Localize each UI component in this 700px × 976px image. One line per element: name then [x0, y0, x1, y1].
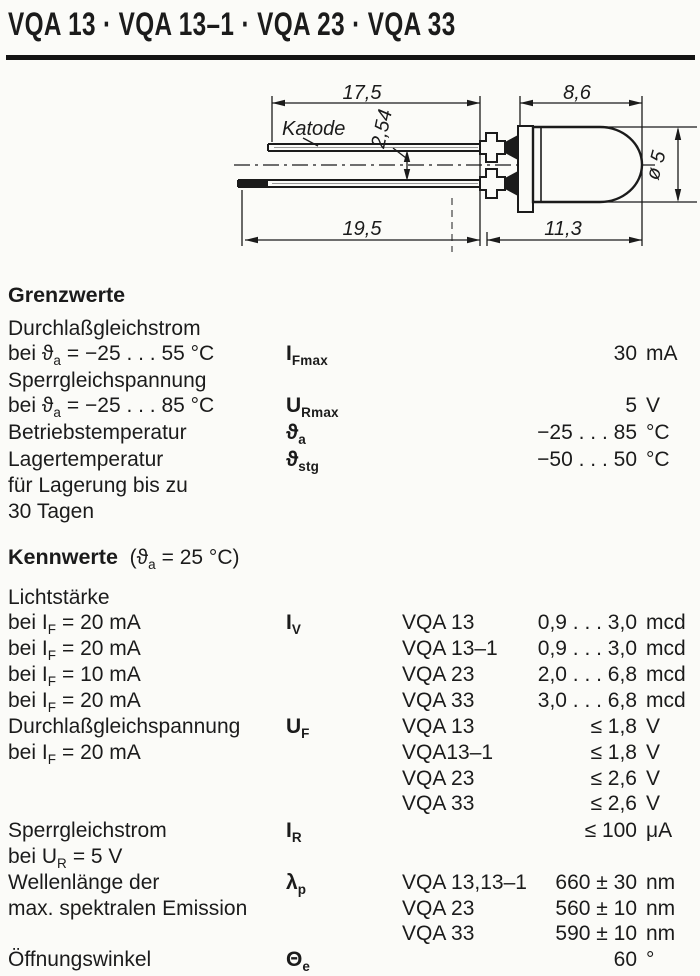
- table-row: [0, 500, 700, 526]
- param-value: 60: [613, 948, 637, 971]
- param-unit: nm: [646, 922, 676, 945]
- param-unit: V: [646, 792, 661, 815]
- device-type: VQA 33: [402, 922, 475, 945]
- table-row: [0, 317, 700, 343]
- device-type: VQA 33: [402, 689, 475, 712]
- param-value: −50 . . . 50: [537, 448, 637, 471]
- led-flange: [518, 126, 533, 212]
- param-unit: mcd: [646, 663, 686, 686]
- dim-body-len-label: 8,6: [563, 82, 591, 104]
- table-row: [0, 819, 700, 845]
- table-row: [0, 663, 700, 689]
- led-dimension-drawing: [0, 0, 700, 270]
- param-name: Lagertemperatur: [8, 448, 164, 471]
- param-name: Betriebstemperatur: [8, 421, 187, 444]
- grenzwerte-heading-row: [0, 283, 700, 309]
- param-value: ≤ 1,8: [590, 715, 637, 738]
- param-unit: V: [646, 394, 661, 417]
- param-symbol: $I_R$: [286, 819, 302, 845]
- page-title: VQA 13 · VQA 13–1 · VQA 23 · VQA 33: [8, 6, 456, 42]
- table-row: [0, 637, 700, 663]
- param-unit: mcd: [646, 689, 686, 712]
- device-type: VQA13–1: [402, 741, 494, 764]
- param-unit: V: [646, 767, 661, 790]
- dim-lead-pitch-label: 2,54: [367, 107, 397, 151]
- param-unit: °: [646, 948, 655, 971]
- kennwerte-heading: Kennwerte ($ϑ_a = 25$ °C): [8, 545, 240, 572]
- device-type: VQA 23: [402, 663, 475, 686]
- table-row: [0, 394, 700, 420]
- param-symbol: $I_V$: [286, 611, 302, 637]
- device-type: VQA 13: [402, 715, 475, 738]
- table-row: [0, 715, 700, 741]
- device-type: VQA 23: [402, 767, 475, 790]
- param-name: Durchlaßgleichspannung: [8, 715, 241, 738]
- table-row: [0, 792, 700, 818]
- dim-diameter-label: ø 5: [641, 148, 671, 183]
- table-row: [0, 342, 700, 368]
- dim-body-total-label: 11,3: [544, 218, 582, 240]
- device-type: VQA 23: [402, 897, 475, 920]
- param-unit: V: [646, 741, 661, 764]
- param-unit: V: [646, 715, 661, 738]
- param-name: Wellenlänge der: [8, 871, 160, 894]
- param-condition: bei $I_F = 20$ mA: [8, 637, 141, 663]
- param-value: ≤ 100: [584, 819, 637, 842]
- param-value: ≤ 2,6: [590, 767, 637, 790]
- param-value: 590 ± 10: [555, 922, 637, 945]
- table-row: [0, 741, 700, 767]
- param-value: −25 . . . 85: [537, 421, 637, 444]
- param-unit: mcd: [646, 637, 686, 660]
- param-unit: °C: [646, 448, 670, 471]
- param-unit: °C: [646, 421, 670, 444]
- param-symbol: $I_{Fmax}$: [286, 342, 328, 368]
- param-name-cont: 30 Tagen: [8, 500, 95, 523]
- param-name: Sperrgleichspannung: [8, 369, 207, 392]
- table-row: [0, 421, 700, 447]
- param-value: 560 ± 10: [555, 897, 637, 920]
- table-row: [0, 586, 700, 612]
- param-condition: bei $I_F = 20$ mA: [8, 689, 141, 715]
- param-value: 2,0 . . . 6,8: [537, 663, 637, 686]
- param-name: Lichtstärke: [8, 586, 110, 609]
- device-type: VQA 13: [402, 611, 475, 634]
- param-name-cont: max. spektralen Emission: [8, 897, 248, 920]
- table-row: [0, 448, 700, 474]
- param-value: ≤ 1,8: [590, 741, 637, 764]
- param-name: Durchlaßgleichstrom: [8, 317, 201, 340]
- led-body-dome: [533, 127, 642, 202]
- dim-lead-bottom-label: 19,5: [342, 218, 382, 240]
- param-symbol: $U_{Rmax}$: [286, 394, 339, 420]
- param-value: 0,9 . . . 3,0: [537, 637, 637, 660]
- param-unit: nm: [646, 871, 676, 894]
- param-condition: bei $I_F = 20$ mA: [8, 611, 141, 637]
- table-row: [0, 689, 700, 715]
- table-row: [0, 897, 700, 923]
- param-condition: bei $I_F = 10$ mA: [8, 663, 141, 689]
- param-value: 5: [625, 394, 637, 417]
- device-type: VQA 13–1: [402, 637, 498, 660]
- param-symbol: $\lambda_p$: [286, 871, 307, 897]
- param-condition: bei $I_F = 20$ mA: [8, 741, 141, 767]
- kennwerte-heading-row: [0, 545, 700, 571]
- anode-lead: [238, 180, 480, 187]
- table-row: [0, 922, 700, 948]
- table-row: [0, 845, 700, 871]
- param-value: 3,0 . . . 6,8: [537, 689, 637, 712]
- table-row: [0, 871, 700, 897]
- param-name: Sperrgleichstrom: [8, 819, 167, 842]
- param-symbol: $ϑ_a$: [286, 421, 306, 447]
- param-name: Öffnungswinkel: [8, 948, 152, 971]
- param-value: ≤ 2,6: [590, 792, 637, 815]
- param-unit: nm: [646, 897, 676, 920]
- param-value: 30: [613, 342, 637, 365]
- device-type: VQA 33: [402, 792, 475, 815]
- param-value: 0,9 . . . 3,0: [537, 611, 637, 634]
- katode-label: Katode: [282, 118, 346, 140]
- param-unit: mcd: [646, 611, 686, 634]
- grenzwerte-heading: Grenzwerte: [8, 283, 126, 307]
- param-condition: bei $U_R = 5$ V: [8, 845, 123, 871]
- dim-lead-top-label: 17,5: [342, 82, 382, 104]
- param-symbol: $\Theta_e$: [286, 948, 311, 974]
- param-symbol: $ϑ_{stg}$: [286, 448, 320, 474]
- param-condition: bei $ϑ_a = -25$ . . . 85 °C: [8, 394, 215, 420]
- param-unit: μA: [646, 819, 673, 842]
- device-type: VQA 13,13–1: [402, 871, 527, 894]
- param-condition: bei $ϑ_a = -25$ . . . 55 °C: [8, 342, 215, 368]
- table-row: [0, 474, 700, 500]
- table-row: [0, 369, 700, 395]
- table-row: [0, 611, 700, 637]
- param-value: 660 ± 30: [555, 871, 637, 894]
- param-name-cont: für Lagerung bis zu: [8, 474, 188, 497]
- table-row: [0, 767, 700, 793]
- param-symbol: $U_F$: [286, 715, 310, 741]
- table-row: [0, 948, 700, 974]
- param-unit: mA: [646, 342, 678, 365]
